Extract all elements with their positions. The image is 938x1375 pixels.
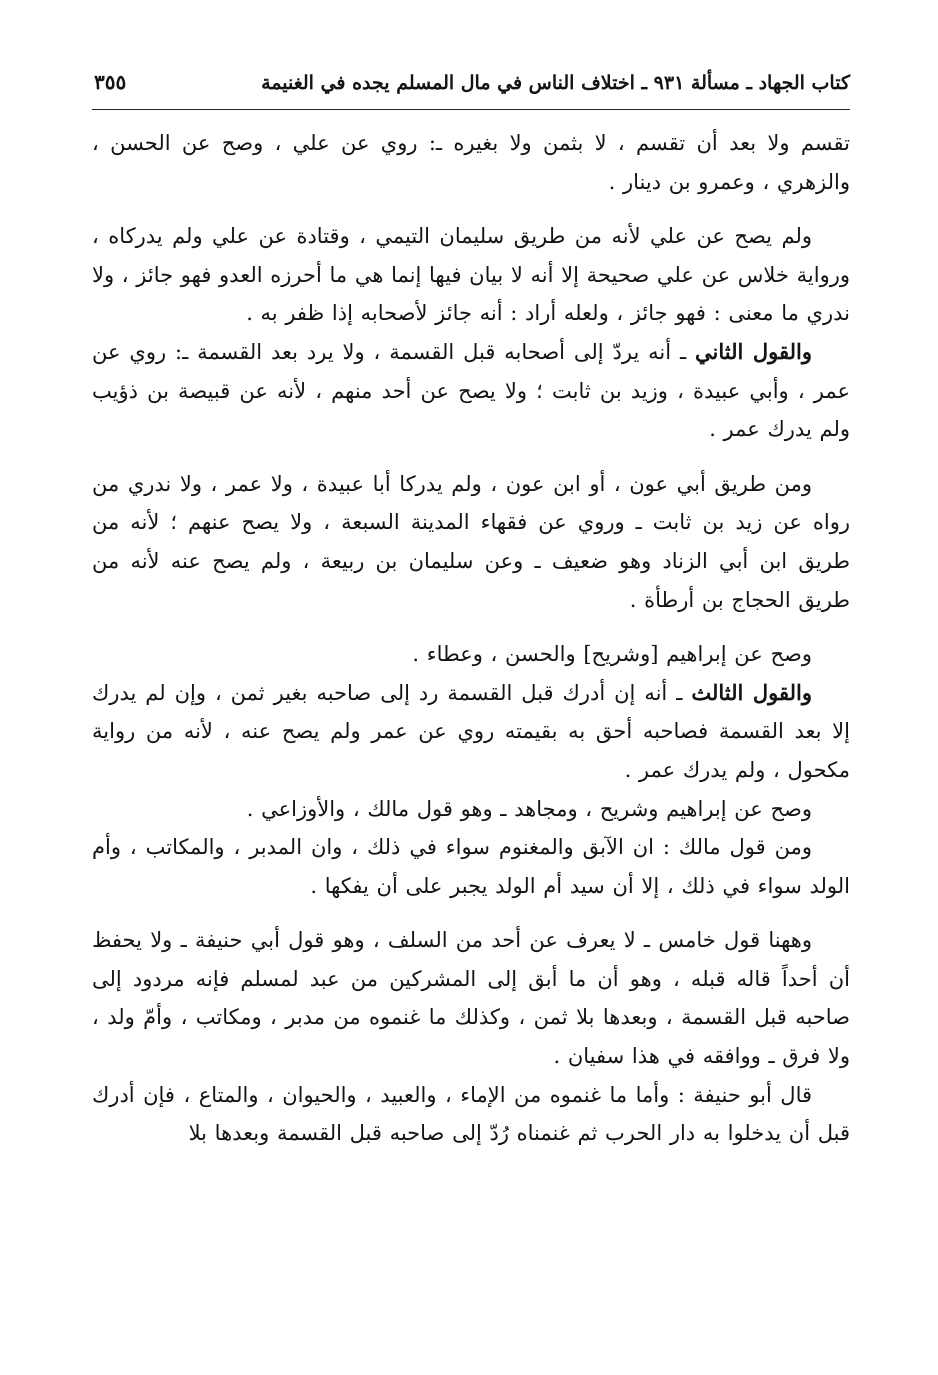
paragraph-lead: والقول الثاني <box>695 338 812 364</box>
paragraph-text: قال أبو حنيفة : وأما ما غنموه من الإماء ، والعبيد ، والحيوان ، والمتاع ، فإن أدرك قبل أن يدخلوا به دار الحرب ثم غنمناه رُدّ إلى صاحبه قبل القسمة وبعدها بلا <box>92 1082 850 1146</box>
paragraph <box>92 1076 850 1153</box>
running-header <box>92 62 850 110</box>
paragraph <box>92 921 850 1075</box>
paragraph-text: ـ أنه يردّ إلى أصحابه قبل القسمة ، ولا يرد بعد القسمة ـ: روي عن عمر ، وأبي عبيدة ، وزيد بن ثابت ؛ ولا يصح عن أحد منهم ، لأنه عن قبيصة بن ذؤيب ولم يدرك عمر . <box>92 339 850 442</box>
page-number: ٣٥٥ <box>94 70 127 94</box>
paragraph-text: ومن طريق أبي عون ، أو ابن عون ، ولم يدركا أبا عبيدة ، ولا عمر ، ولا ندري من رواه عن زيد بن ثابت ـ وروي عن فقهاء المدينة السبعة ، ولا يصح عنهم ؛ لأنه من طريق ابن أبي الزناد وهو ضعيف ـ وعن سليمان بن ربيعة ، ولم يصح عنه لأنه من طريق الحجاج بن أرطأة . <box>92 471 850 612</box>
paragraph <box>92 635 850 674</box>
paragraph <box>92 333 850 449</box>
header-title: كتاب الجهاد ـ مسألة ٩٣١ ـ اختلاف الناس في مال المسلم يجده في الغنيمة <box>261 72 850 94</box>
book-page <box>92 62 850 1153</box>
paragraph <box>92 124 850 201</box>
paragraph <box>92 217 850 333</box>
paragraph <box>92 790 850 829</box>
body-text <box>92 124 850 1153</box>
paragraph <box>92 828 850 905</box>
paragraph-text: وصح عن إبراهيم [وشريح] والحسن ، وعطاء . <box>412 642 812 667</box>
paragraph-text: ولم يصح عن علي لأنه من طريق سليمان التيمي ، وقتادة عن علي ولم يدركاه ، ورواية خلاس عن علي صحيحة إلا أنه لا بيان فيها إنما هي ما أحرزه العدو فهو جائز ، ولا ندري ما معنى : فهو جائز ، ولعله أراد : أنه جائز لأصحابه إذا ظفر به . <box>92 224 850 326</box>
paragraph-text: ومن قول مالك : ان الآبق والمغنوم سواء في ذلك ، وان المدبر ، والمكاتب ، وأم الولد سواء في ذلك ، إلا أن سيد أم الولد يجبر على أن يفكها . <box>92 835 850 898</box>
paragraph-text: وههنا قول خامس ـ لا يعرف عن أحد من السلف ، وهو قول أبي حنيفة ـ ولا يحفظ أن أحداً قاله قبله ، وهو أن ما أبق إلى المشركين من عبد لمسلم فإنه مردود إلى صاحبه قبل القسمة ، وبعدها بلا ثمن ، وكذلك ما غنموه من مدبر ، ومكاتب ، وأمّ ولد ، ولا فرق ـ ووافقه في هذا سفيان . <box>92 928 850 1069</box>
paragraph-lead: والقول الثالث <box>691 679 813 705</box>
paragraph-text: ـ أنه إن أدرك قبل القسمة رد إلى صاحبه بغير ثمن ، وإن لم يدرك إلا بعد القسمة فصاحبه أحق به بقيمته روي عن عمر ولم يصح عنه ، لأنه من رواية مكحول ، ولم يدرك عمر . <box>92 680 850 782</box>
paragraph <box>92 465 850 619</box>
paragraph-text: تقسم ولا بعد أن تقسم ، لا بثمن ولا بغيره ـ: روي عن علي ، وصح عن الحسن ، والزهري ، وعمرو بن دينار . <box>92 131 850 194</box>
paragraph-text: وصح عن إبراهيم وشريح ، ومجاهد ـ وهو قول مالك ، والأوزاعي . <box>246 796 812 821</box>
paragraph <box>92 674 850 790</box>
